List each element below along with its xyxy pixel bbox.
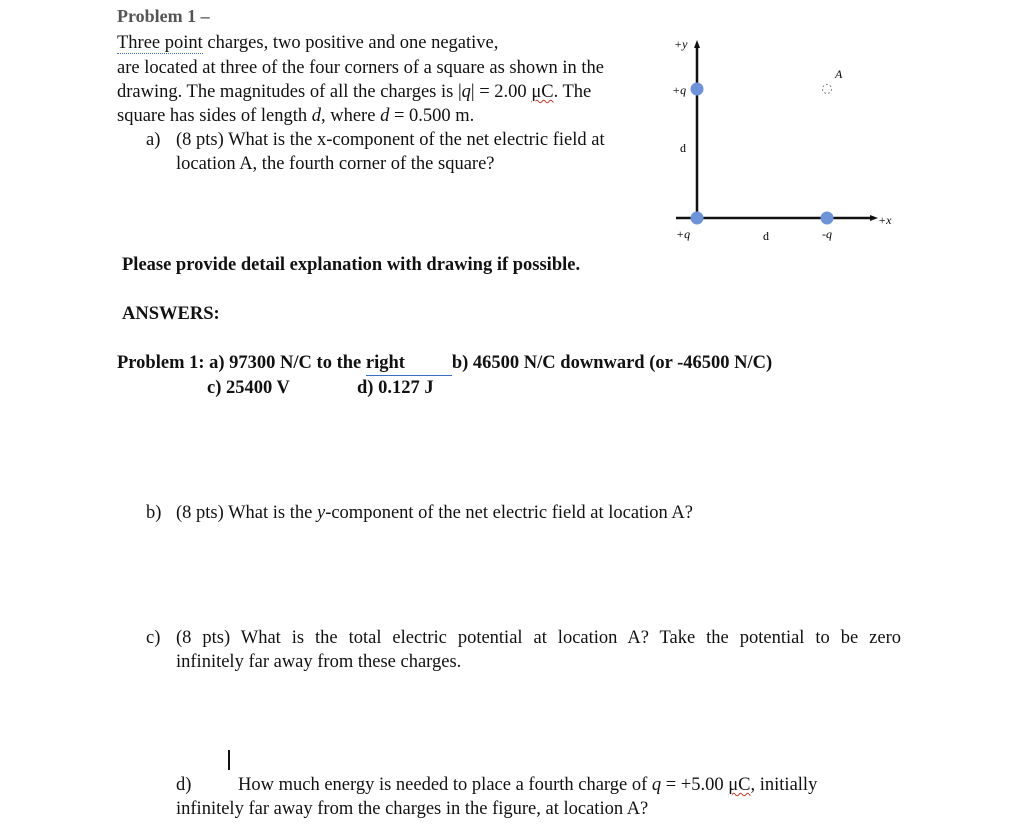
- answers-heading: ANSWERS:: [122, 304, 220, 324]
- side-horizontal-label: d: [763, 229, 769, 243]
- charge-bottom-left-label: +q: [676, 227, 691, 241]
- question-a-line-2: location A, the fourth corner of the square?: [176, 154, 495, 174]
- answer-d: d) 0.127 J: [357, 378, 434, 398]
- charge-bottom-left: [691, 212, 704, 225]
- request-note: Please provide detail explanation with drawing if possible.: [122, 255, 581, 275]
- location-a-marker: [823, 85, 832, 94]
- side-vertical-label: d: [680, 141, 686, 155]
- question-a-label: a): [146, 130, 161, 150]
- answer-c: c) 25400 V: [207, 378, 290, 398]
- intro-underlined-phrase: Three point: [117, 33, 203, 53]
- x-axis-label: +x: [878, 213, 892, 227]
- intro-line-1: Three point charges, two positive and one negative,: [117, 33, 499, 53]
- question-d-label: d): [176, 775, 192, 795]
- charge-top-left-label: +q: [672, 83, 687, 97]
- y-axis-arrow-icon: [694, 40, 700, 48]
- charge-bottom-right: [821, 212, 834, 225]
- x-axis-arrow-icon: [870, 215, 878, 221]
- charge-diagram: [660, 30, 900, 250]
- question-b-label: b): [146, 503, 162, 523]
- text-cursor: [228, 750, 230, 770]
- intro-line-4: square has sides of length d, where d = 0.500 m.: [117, 106, 475, 126]
- question-d-line-1: How much energy is needed to place a fourth charge of q = +5.00 μC, initially: [238, 775, 818, 795]
- question-c-line-1: (8 pts) What is the total electric potential at location A? Take the potential to be zero: [176, 628, 901, 648]
- question-a-line-1: (8 pts) What is the x-component of the net electric field at: [176, 130, 605, 150]
- problem-title: Problem 1 –: [117, 6, 210, 26]
- y-axis-label: +y: [674, 37, 688, 51]
- question-b-text: (8 pts) What is the y-component of the net electric field at location A?: [176, 503, 693, 523]
- answers-line-1: Problem 1: a) 97300 N/C to the right b) 46500 N/C downward (or -46500 N/C): [117, 351, 772, 376]
- location-a-label: A: [835, 67, 843, 81]
- answer-right-word: right: [366, 351, 452, 376]
- intro-line-2: are located at three of the four corners of a square as shown in the: [117, 58, 604, 78]
- question-c-line-2: infinitely far away from these charges.: [176, 652, 462, 672]
- charge-top-left: [691, 83, 704, 96]
- charge-bottom-right-label: -q: [822, 227, 832, 241]
- question-d-line-2: infinitely far away from the charges in the figure, at location A?: [176, 799, 649, 819]
- intro-line-3: drawing. The magnitudes of all the charges is |q| = 2.00 μC. The: [117, 82, 592, 102]
- question-c-label: c): [146, 628, 161, 648]
